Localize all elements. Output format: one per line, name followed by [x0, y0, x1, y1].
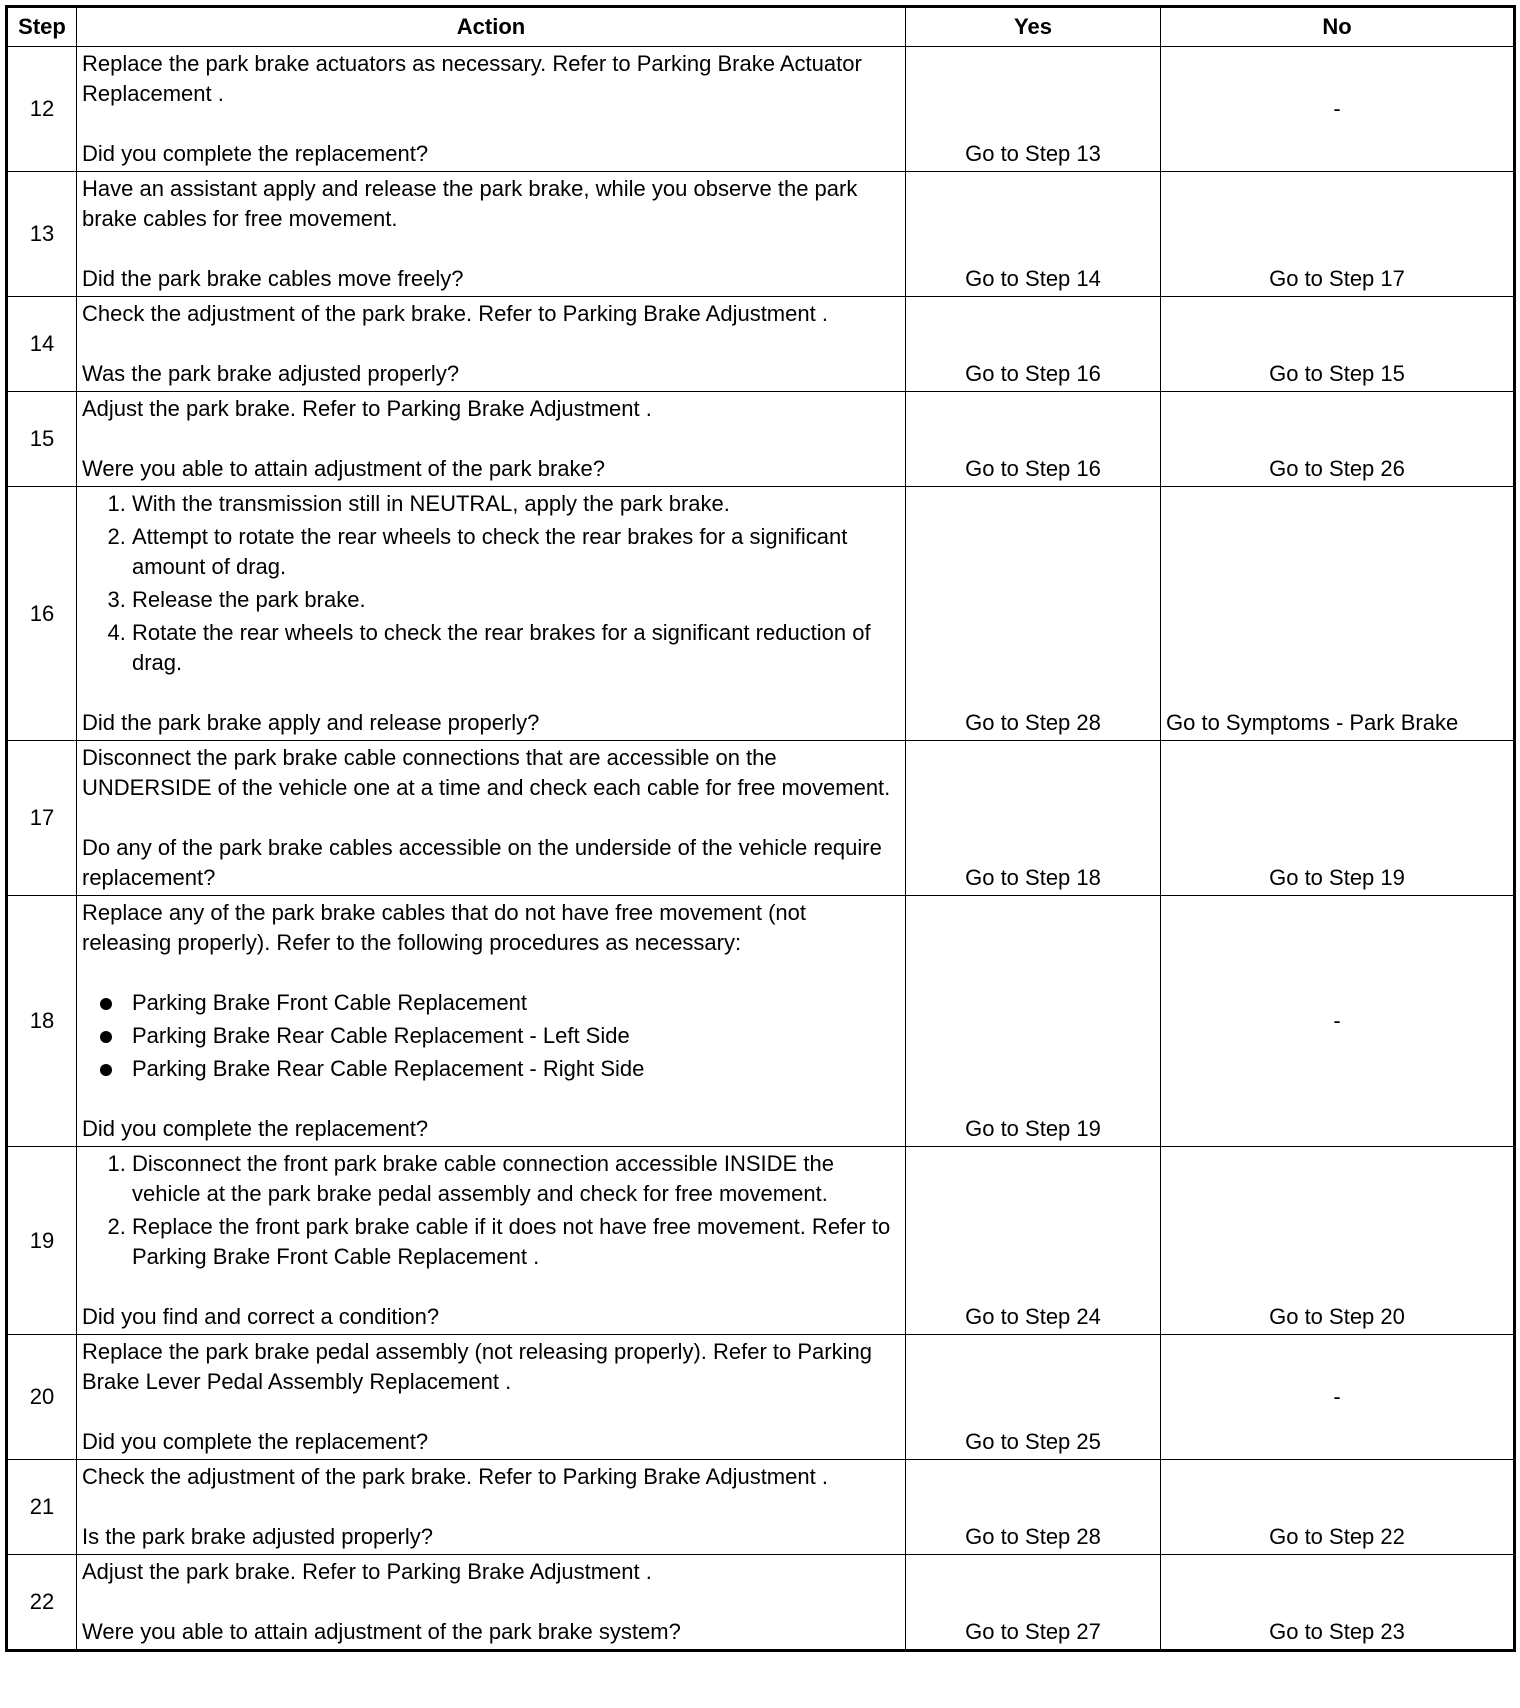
action-text: Disconnect the park brake cable connections that are accessible on the UNDERSIDE of the vehicle one at a time and check each cable for free movement. — [82, 745, 891, 800]
yes-result[interactable]: Go to Step 13 — [906, 47, 1161, 172]
no-result[interactable]: Go to Symptoms - Park Brake — [1161, 487, 1515, 741]
no-result[interactable]: - — [1161, 896, 1515, 1147]
action-cell — [77, 1460, 906, 1555]
action-text: Check the adjustment of the park brake. Refer to Parking Brake Adjustment . — [82, 301, 828, 326]
yes-result[interactable]: Go to Step 24 — [906, 1147, 1161, 1335]
action-text: Have an assistant apply and release the park brake, while you observe the park brake cables for free movement. — [82, 176, 858, 231]
step-number: 22 — [7, 1555, 77, 1651]
yes-result[interactable]: Go to Step 14 — [906, 172, 1161, 297]
procedure-link[interactable]: Parking Brake Rear Cable Replacement - Right Side — [132, 1054, 900, 1084]
step-number: 12 — [7, 47, 77, 172]
no-result[interactable]: Go to Step 22 — [1161, 1460, 1515, 1555]
action-question: Did you complete the replacement? — [82, 1116, 429, 1141]
action-question: Were you able to attain adjustment of the park brake system? — [82, 1619, 681, 1644]
header-step: Step — [7, 7, 77, 47]
action-step: 1. Disconnect the front park brake cable connection accessible INSIDE the vehicle at the park brake pedal assembly and check for free movement. — [132, 1149, 900, 1209]
step-number: 21 — [7, 1460, 77, 1555]
yes-result[interactable]: Go to Step 16 — [906, 297, 1161, 392]
action-text: Adjust the park brake. Refer to Parking Brake Adjustment . — [82, 396, 652, 421]
action-question: Did the park brake cables move freely? — [82, 266, 464, 291]
action-cell — [77, 297, 906, 392]
no-result[interactable]: Go to Step 26 — [1161, 392, 1515, 487]
step-number: 13 — [7, 172, 77, 297]
action-cell — [77, 172, 906, 297]
step-number: 15 — [7, 392, 77, 487]
action-cell — [77, 487, 906, 741]
action-step: 3. Release the park brake. — [132, 585, 900, 615]
header-no: No — [1161, 7, 1515, 47]
no-result[interactable]: Go to Step 20 — [1161, 1147, 1515, 1335]
no-result[interactable]: Go to Step 19 — [1161, 741, 1515, 896]
action-cell — [77, 1147, 906, 1335]
action-step: 1. With the transmission still in NEUTRAL, apply the park brake. — [132, 489, 900, 519]
table-row — [7, 47, 1515, 172]
action-question: Was the park brake adjusted properly? — [82, 361, 460, 386]
yes-result[interactable]: Go to Step 28 — [906, 487, 1161, 741]
step-number: 18 — [7, 896, 77, 1147]
table-row — [7, 172, 1515, 297]
header-action: Action — [77, 7, 906, 47]
diagnostic-table — [5, 5, 1516, 1652]
yes-result[interactable]: Go to Step 27 — [906, 1555, 1161, 1651]
action-question: Do any of the park brake cables accessible on the underside of the vehicle require replacement? — [82, 835, 882, 890]
action-cell — [77, 1335, 906, 1460]
no-result[interactable]: Go to Step 15 — [1161, 297, 1515, 392]
table-row — [7, 896, 1515, 1147]
action-step: 4. Rotate the rear wheels to check the rear brakes for a significant reduction of drag. — [132, 618, 900, 678]
procedure-list — [82, 988, 900, 1084]
action-text: Check the adjustment of the park brake. Refer to Parking Brake Adjustment . — [82, 1464, 828, 1489]
header-yes: Yes — [906, 7, 1161, 47]
action-question: Is the park brake adjusted properly? — [82, 1524, 433, 1549]
procedure-link[interactable]: Parking Brake Rear Cable Replacement - Left Side — [132, 1021, 900, 1051]
action-question: Did you complete the replacement? — [82, 1429, 429, 1454]
action-steps — [82, 1149, 900, 1272]
action-step: 2. Attempt to rotate the rear wheels to check the rear brakes for a significant amount of drag. — [132, 522, 900, 582]
table-row — [7, 297, 1515, 392]
action-text: Replace any of the park brake cables that do not have free movement (not releasing properly). Refer to the following procedures as necessary: — [82, 900, 806, 955]
procedure-link[interactable]: Parking Brake Front Cable Replacement — [132, 988, 900, 1018]
no-result[interactable]: Go to Step 23 — [1161, 1555, 1515, 1651]
action-cell — [77, 741, 906, 896]
table-row — [7, 1555, 1515, 1651]
table-row — [7, 741, 1515, 896]
yes-result[interactable]: Go to Step 28 — [906, 1460, 1161, 1555]
step-number: 16 — [7, 487, 77, 741]
table-row — [7, 1335, 1515, 1460]
action-steps — [82, 489, 900, 678]
step-number: 17 — [7, 741, 77, 896]
step-number: 19 — [7, 1147, 77, 1335]
action-question: Did you find and correct a condition? — [82, 1304, 440, 1329]
action-question: Did you complete the replacement? — [82, 141, 429, 166]
action-cell — [77, 47, 906, 172]
yes-result[interactable]: Go to Step 18 — [906, 741, 1161, 896]
action-text: Replace the park brake actuators as necessary. Refer to Parking Brake Actuator Replacement . — [82, 51, 862, 106]
step-number: 14 — [7, 297, 77, 392]
no-result[interactable]: - — [1161, 47, 1515, 172]
table-row — [7, 1147, 1515, 1335]
action-step: 2. Replace the front park brake cable if it does not have free movement. Refer to Parking Brake Front Cable Replacement . — [132, 1212, 900, 1272]
action-cell — [77, 1555, 906, 1651]
yes-result[interactable]: Go to Step 19 — [906, 896, 1161, 1147]
no-result[interactable]: Go to Step 17 — [1161, 172, 1515, 297]
header-row — [7, 7, 1515, 47]
no-result[interactable]: - — [1161, 1335, 1515, 1460]
action-text: Replace the park brake pedal assembly (not releasing properly). Refer to Parking Brake Lever Pedal Assembly Replacement . — [82, 1339, 872, 1394]
step-number: 20 — [7, 1335, 77, 1460]
action-cell — [77, 392, 906, 487]
action-question: Were you able to attain adjustment of the park brake? — [82, 456, 606, 481]
action-question: Did the park brake apply and release properly? — [82, 710, 540, 735]
table-row — [7, 487, 1515, 741]
table-row — [7, 392, 1515, 487]
yes-result[interactable]: Go to Step 16 — [906, 392, 1161, 487]
action-cell — [77, 896, 906, 1147]
table-row — [7, 1460, 1515, 1555]
action-text: Adjust the park brake. Refer to Parking Brake Adjustment . — [82, 1559, 652, 1584]
yes-result[interactable]: Go to Step 25 — [906, 1335, 1161, 1460]
